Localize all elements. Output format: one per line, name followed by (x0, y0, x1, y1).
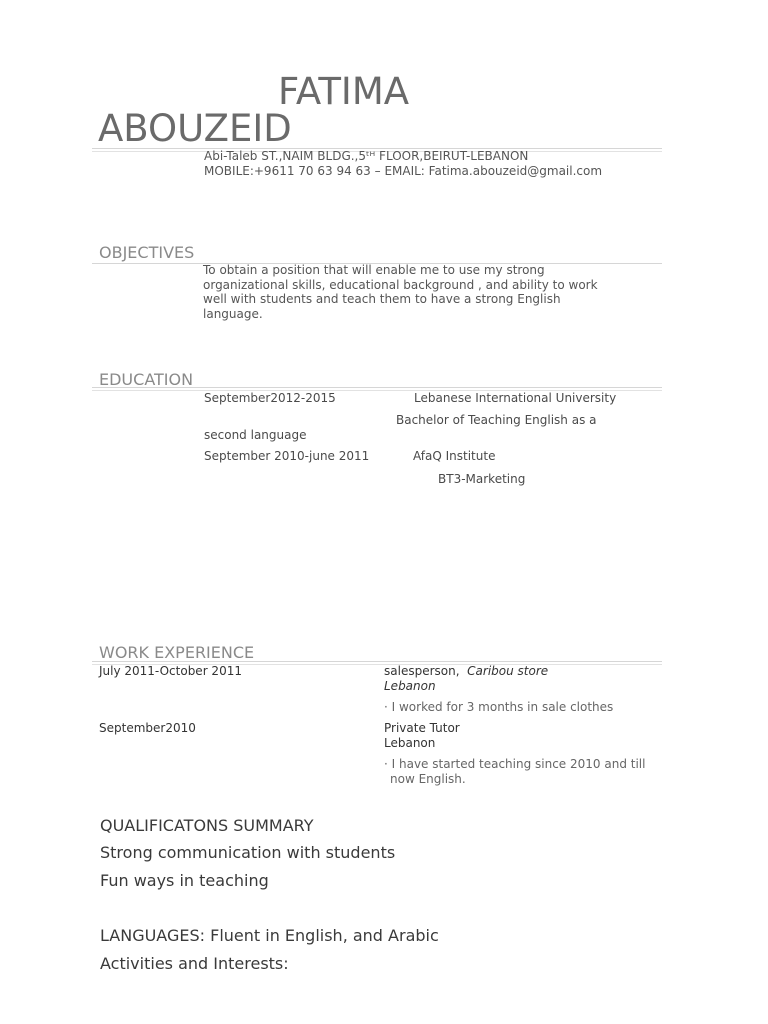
first-name: FATIMA (278, 70, 410, 113)
work-dates-2: September2010 (99, 721, 196, 735)
work-role-1-employer: Caribou store (467, 664, 549, 678)
work-location-1: Lebanon (384, 679, 436, 693)
contact-line: MOBILE:+9611 70 63 94 63 – EMAIL: Fatima.abouzeid@gmail.com (204, 164, 603, 178)
work-bullet-1: · I worked for 3 months in sale clothes (384, 700, 614, 714)
work-role-1 (384, 664, 548, 678)
qualification-item-2: Fun ways in teaching (100, 871, 269, 890)
qualifications-heading: QUALIFICATONS SUMMARY (100, 816, 314, 835)
education-dates-1: September2012-2015 (204, 391, 336, 405)
languages-line: LANGUAGES: Fluent in English, and Arabic (100, 926, 439, 945)
work-role-1-title: salesperson, (384, 664, 460, 678)
education-degree-1-cont: second language (204, 428, 307, 442)
work-dates-1: July 2011-October 2011 (99, 664, 242, 678)
last-name: ABOUZEID (98, 107, 292, 150)
education-dates-2: September 2010-june 2011 (204, 449, 370, 463)
education-heading: EDUCATION (99, 370, 194, 389)
objectives-heading: OBJECTIVES (99, 243, 195, 262)
work-role-2: Private Tutor (384, 721, 460, 735)
education-degree-1: Bachelor of Teaching English as a (396, 413, 597, 427)
address-line: Abi-Taleb ST.,NAIM BLDG.,5ᵗᴴ FLOOR,BEIRUT-LEBANON (204, 149, 529, 163)
work-bullet-2-cont: now English. (390, 772, 466, 786)
work-heading: WORK EXPERIENCE (99, 643, 255, 662)
objectives-text: To obtain a position that will enable me to use my strong organizational skills, educational background , and ability to work well with students and teach them to have a strong English language. (203, 263, 598, 321)
work-location-2: Lebanon (384, 736, 436, 750)
education-institution-2: AfaQ Institute (413, 449, 496, 463)
education-institution-1: Lebanese International University (414, 391, 617, 405)
education-degree-2: BT3-Marketing (438, 472, 526, 486)
work-bullet-2: · I have started teaching since 2010 and till (384, 757, 646, 771)
qualification-item-1: Strong communication with students (100, 843, 396, 862)
activities-line: Activities and Interests: (100, 954, 289, 973)
